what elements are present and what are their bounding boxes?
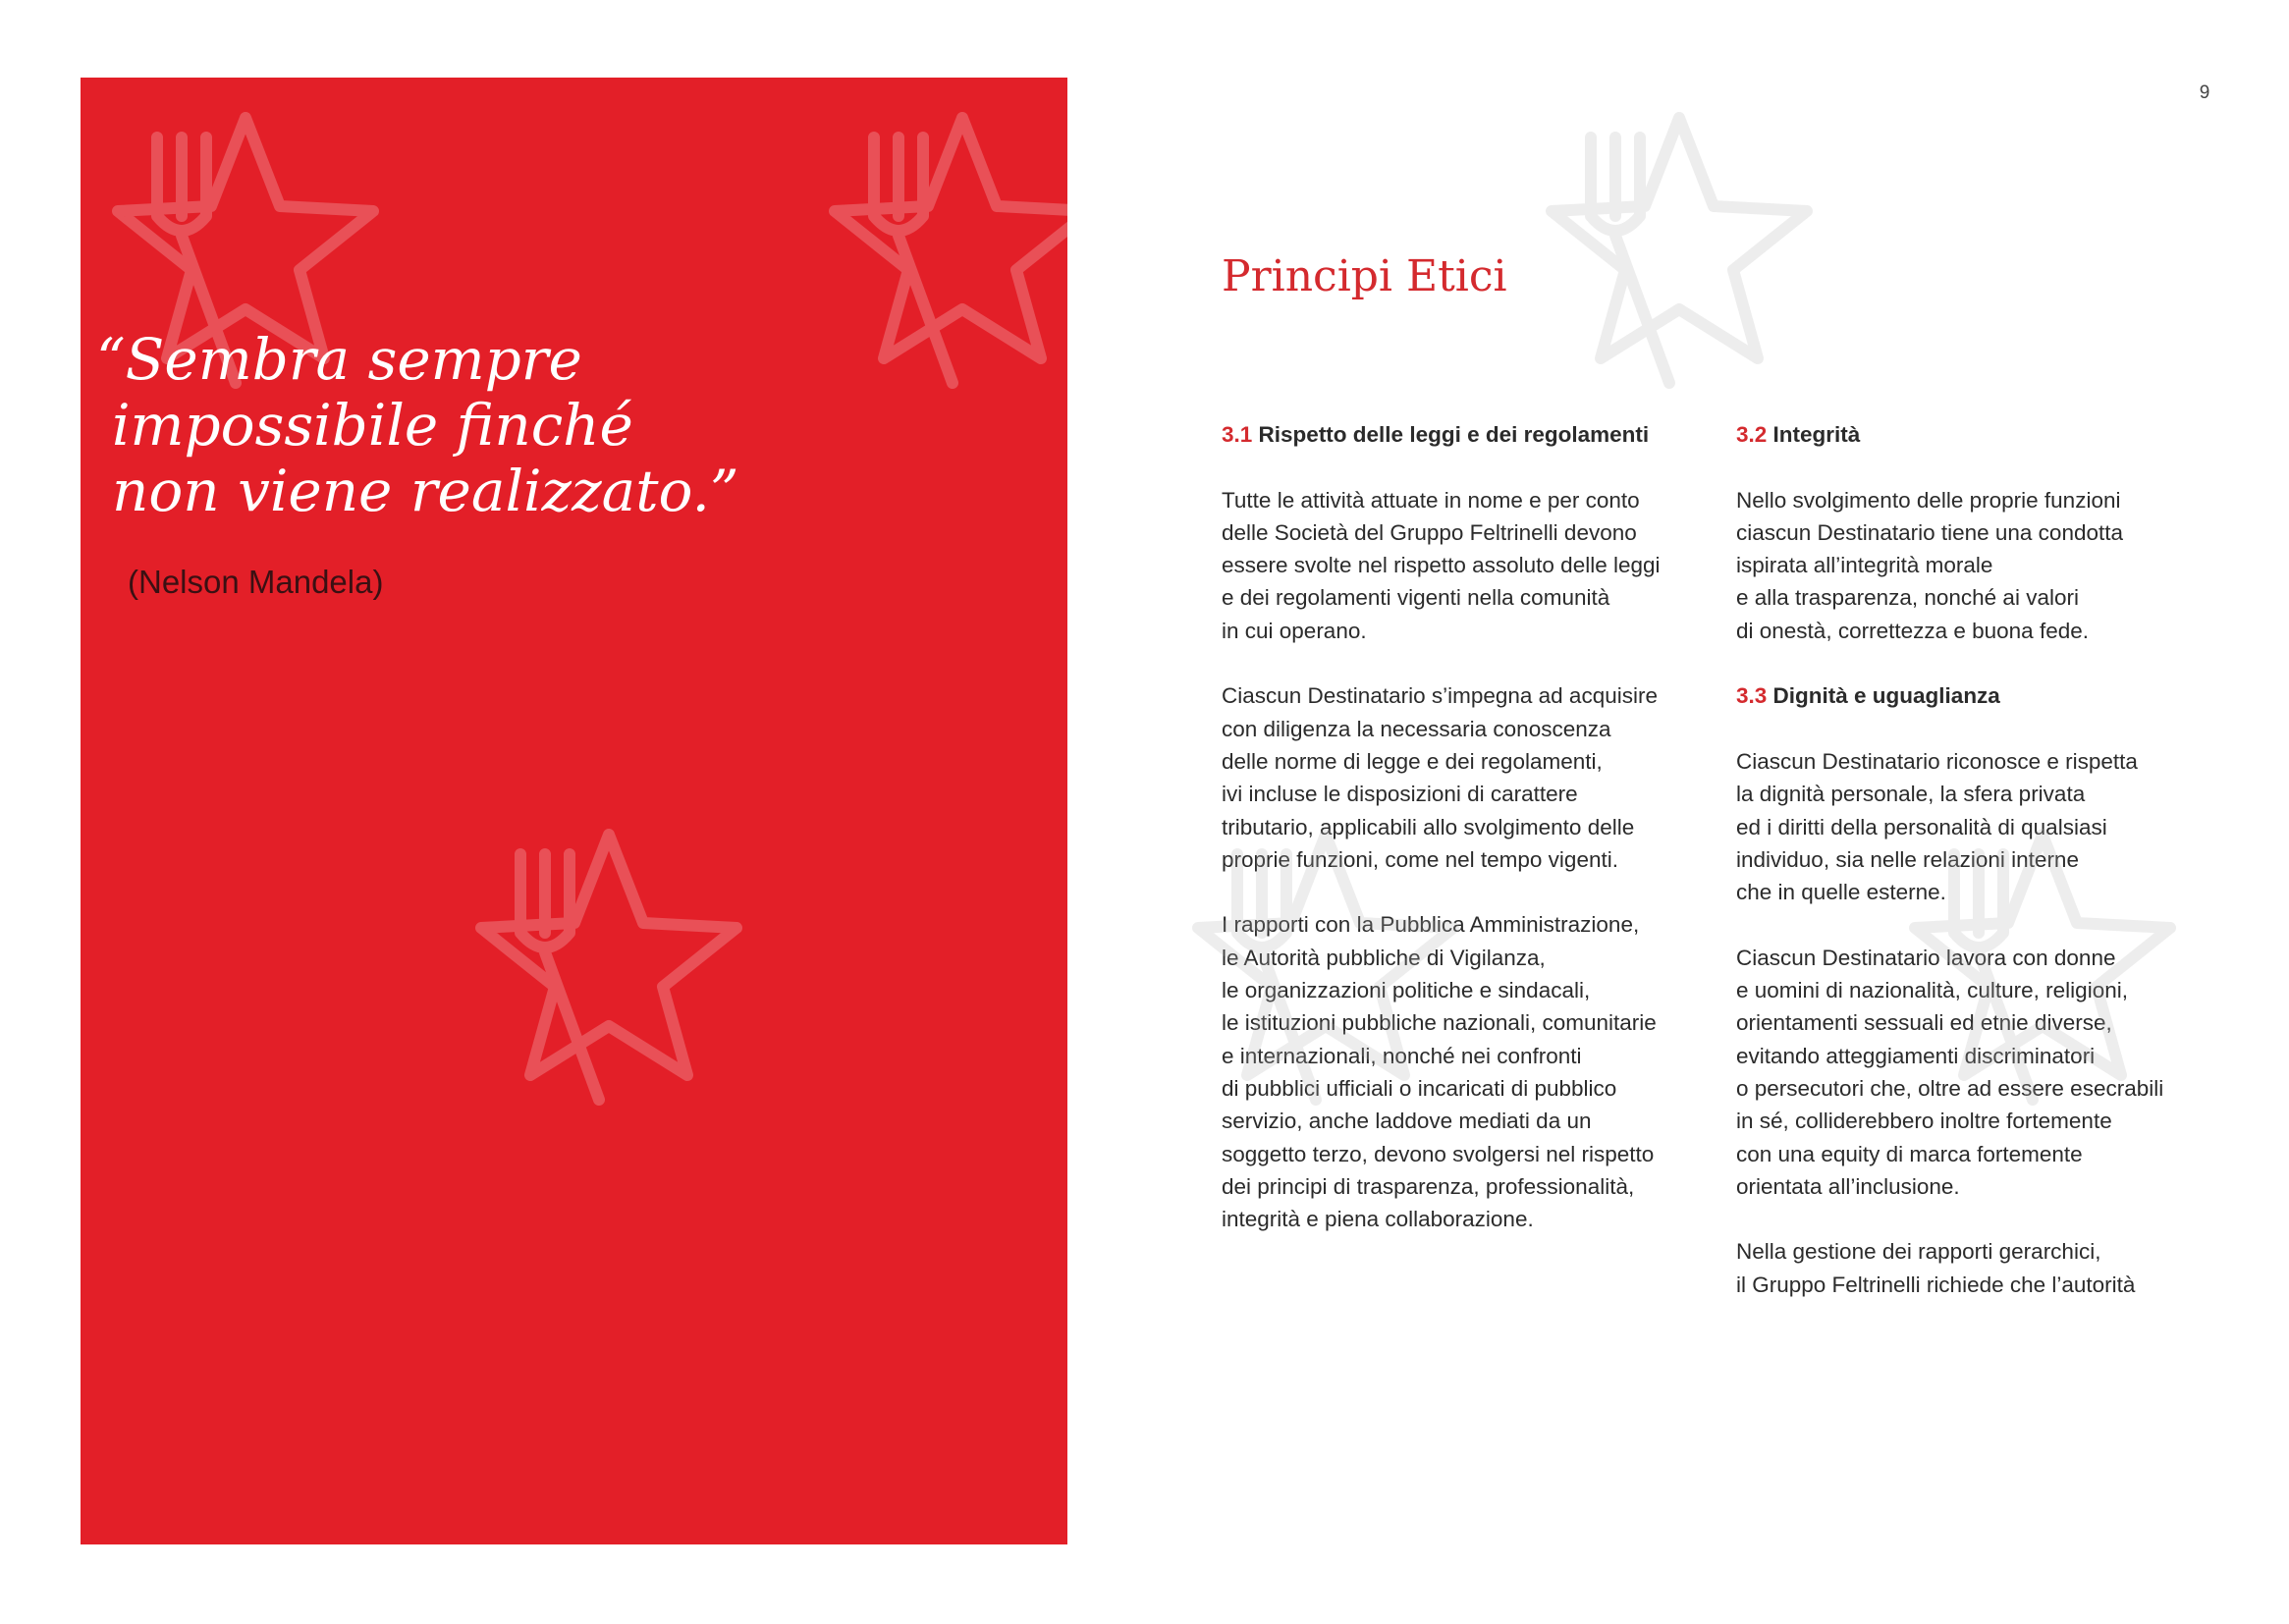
text-line: ispirata all’integrità morale	[1736, 553, 1993, 578]
column-left	[1222, 418, 1713, 1235]
section-number: 3.1	[1222, 422, 1253, 447]
section-heading-3-2	[1736, 418, 2227, 451]
text-line: tributario, applicabili allo svolgimento delle	[1222, 814, 1635, 839]
paragraph	[1222, 908, 1713, 1235]
text-line: le organizzazioni politiche e sindacali,	[1222, 978, 1591, 1003]
text-line: o persecutori che, oltre ad essere esecrabili	[1736, 1075, 2164, 1101]
column-right	[1736, 418, 2227, 1301]
paragraph	[1222, 484, 1713, 647]
text-line: le istituzioni pubbliche nazionali, comunitarie	[1222, 1010, 1657, 1036]
text-line: delle Società del Gruppo Feltrinelli devono	[1222, 519, 1637, 545]
text-line: delle norme di legge e dei regolamenti,	[1222, 748, 1603, 774]
quote-author: (Nelson Mandela)	[128, 564, 384, 600]
text-line: le Autorità pubbliche di Vigilanza,	[1222, 945, 1546, 970]
quote-line-1: “Sembra sempre	[96, 326, 582, 393]
page-number: 9	[2199, 82, 2210, 103]
text-line: individuo, sia nelle relazioni interne	[1736, 846, 2079, 872]
text-line: ciascun Destinatario tiene una condotta	[1736, 519, 2124, 545]
text-line: soggetto terzo, devono svolgersi nel rispetto	[1222, 1141, 1655, 1166]
text-line: in sé, colliderebbero inoltre fortemente	[1736, 1109, 2112, 1134]
text-line: ivi incluse le disposizioni di carattere	[1222, 782, 1578, 807]
paragraph	[1222, 679, 1713, 876]
text-line: e internazionali, nonché nei confronti	[1222, 1043, 1582, 1068]
text-line: orientamenti sessuali ed etnie diverse,	[1736, 1010, 2112, 1036]
text-line: ed i diritti della personalità di qualsiasi	[1736, 814, 2107, 839]
text-line: in cui operano.	[1222, 618, 1367, 643]
page-title: Principi Etici	[1222, 251, 1507, 301]
text-line: integrità e piena collaborazione.	[1222, 1207, 1534, 1232]
section-heading-text: Rispetto delle leggi e dei regolamenti	[1258, 422, 1650, 447]
quote-text	[96, 326, 956, 524]
text-line: Tutte le attività attuate in nome e per conto	[1222, 487, 1640, 513]
text-line: che in quelle esterne.	[1736, 880, 1946, 905]
quote-line-2: impossibile finché	[112, 392, 633, 459]
text-line: Nella gestione dei rapporti gerarchici,	[1736, 1239, 2101, 1265]
text-line: di onestà, correttezza e buona fede.	[1736, 618, 2089, 643]
text-line: proprie funzioni, come nel tempo vigenti.	[1222, 846, 1618, 872]
text-line: orientata all’inclusione.	[1736, 1173, 1960, 1199]
paragraph	[1736, 1235, 2227, 1301]
text-line: con diligenza la necessaria conoscenza	[1222, 716, 1611, 741]
text-line: e uomini di nazionalità, culture, religioni,	[1736, 978, 2128, 1003]
section-heading-text: Integrità	[1772, 422, 1861, 447]
quote-panel	[81, 78, 1067, 1544]
text-line: Ciascun Destinatario s’impegna ad acquisire	[1222, 683, 1658, 709]
text-line: essere svolte nel rispetto assoluto delle leggi	[1222, 553, 1661, 578]
text-line: Nello svolgimento delle proprie funzioni	[1736, 487, 2121, 513]
paragraph	[1736, 745, 2227, 908]
section-heading-3-3	[1736, 679, 2227, 712]
text-line: Ciascun Destinatario riconosce e rispetta	[1736, 748, 2138, 774]
text-line: con una equity di marca fortemente	[1736, 1141, 2083, 1166]
watermark-logo	[1532, 98, 1826, 393]
text-line: I rapporti con la Pubblica Amministrazione,	[1222, 912, 1640, 938]
text-line: Ciascun Destinatario lavora con donne	[1736, 945, 2116, 970]
text-line: e alla trasparenza, nonché ai valori	[1736, 585, 2079, 611]
section-heading-3-1	[1222, 418, 1713, 451]
paragraph	[1736, 484, 2227, 647]
text-line: evitando atteggiamenti discriminatori	[1736, 1043, 2096, 1068]
text-line: servizio, anche laddove mediati da un	[1222, 1109, 1592, 1134]
section-number: 3.2	[1736, 422, 1768, 447]
paragraph	[1736, 942, 2227, 1203]
text-line: la dignità personale, la sfera privata	[1736, 782, 2086, 807]
text-line: e dei regolamenti vigenti nella comunità	[1222, 585, 1610, 611]
text-line: il Gruppo Feltrinelli richiede che l’autorità	[1736, 1272, 2136, 1297]
text-line: dei principi di trasparenza, professionalità,	[1222, 1173, 1635, 1199]
section-number: 3.3	[1736, 683, 1768, 709]
section-heading-text: Dignità e uguaglianza	[1772, 683, 2000, 709]
quote-line-3: non viene realizzato.”	[112, 458, 739, 524]
text-line: di pubblici ufficiali o incaricati di pubblico	[1222, 1075, 1617, 1101]
